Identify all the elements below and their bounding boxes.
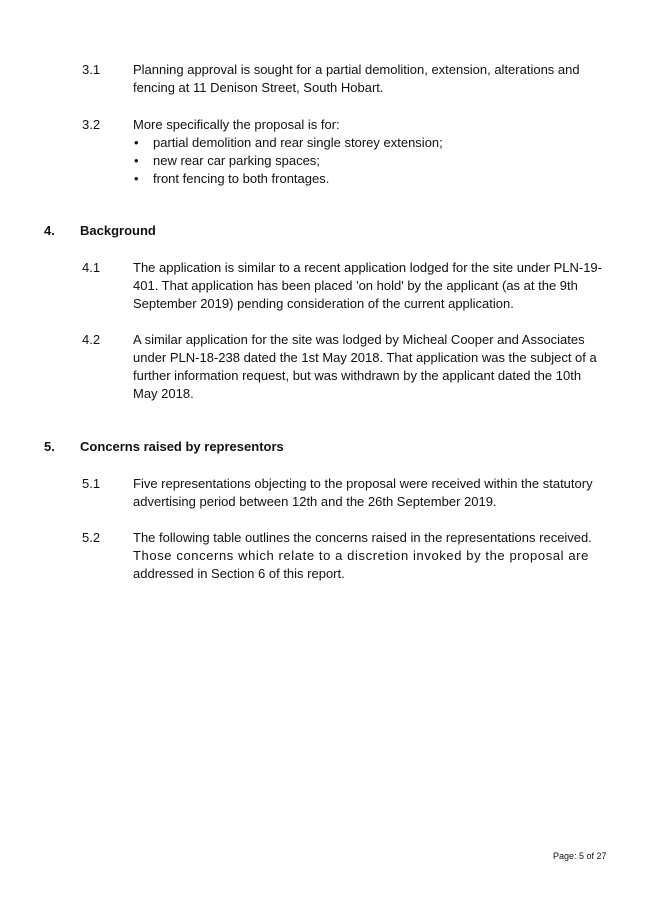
paragraph-intro: More specifically the proposal is for: — [133, 117, 340, 132]
paragraph-number: 3.1 — [82, 62, 101, 77]
paragraph-text: The application is similar to a recent application lodged for the site under PLN-19-401. That application has been placed 'on hold' by the applicant (as at the 9th September 2019) pending consideration of the current application. — [133, 260, 602, 311]
bullet-list — [133, 134, 603, 188]
page-number: Page: 5 of 27 — [553, 851, 607, 861]
paragraph-text: A similar application for the site was lodged by Micheal Cooper and Associates under PLN-18-238 dated the 1st May 2018. That application was the subject of a further information request, but was withdrawn by the applicant dated the 10th May 2018. — [133, 332, 597, 401]
bullet-icon: • — [134, 135, 139, 150]
paragraph-number: 4.1 — [82, 260, 101, 275]
paragraph-line: The following table outlines the concerns raised in the representations received. — [133, 530, 592, 545]
paragraph-line: Those concerns which relate to a discretion invoked by the proposal are — [133, 548, 589, 563]
paragraph-body — [133, 116, 603, 188]
section-title: Concerns raised by representors — [80, 439, 284, 454]
list-item-text: new rear car parking spaces; — [153, 153, 320, 168]
list-item — [133, 152, 603, 170]
paragraph-text: Planning approval is sought for a partial demolition, extension, alterations and fencing at 11 Denison Street, South Hobart. — [133, 62, 580, 95]
bullet-icon: • — [134, 153, 139, 168]
paragraph-number: 5.2 — [82, 530, 101, 545]
paragraph-line: addressed in Section 6 of this report. — [133, 566, 345, 581]
section-number: 5. — [44, 439, 55, 454]
list-item-text: partial demolition and rear single storey extension; — [153, 135, 443, 150]
list-item — [133, 134, 603, 152]
section-number: 4. — [44, 223, 55, 238]
section-title: Background — [80, 223, 156, 238]
paragraph-body — [133, 529, 603, 583]
paragraph-number: 5.1 — [82, 476, 101, 491]
paragraph-text: Five representations objecting to the proposal were received within the statutory advertising period between 12th and the 26th September 2019. — [133, 476, 593, 509]
paragraph-number: 4.2 — [82, 332, 101, 347]
list-item — [133, 170, 603, 188]
bullet-icon: • — [134, 171, 139, 186]
paragraph-number: 3.2 — [82, 117, 101, 132]
list-item-text: front fencing to both frontages. — [153, 171, 330, 186]
